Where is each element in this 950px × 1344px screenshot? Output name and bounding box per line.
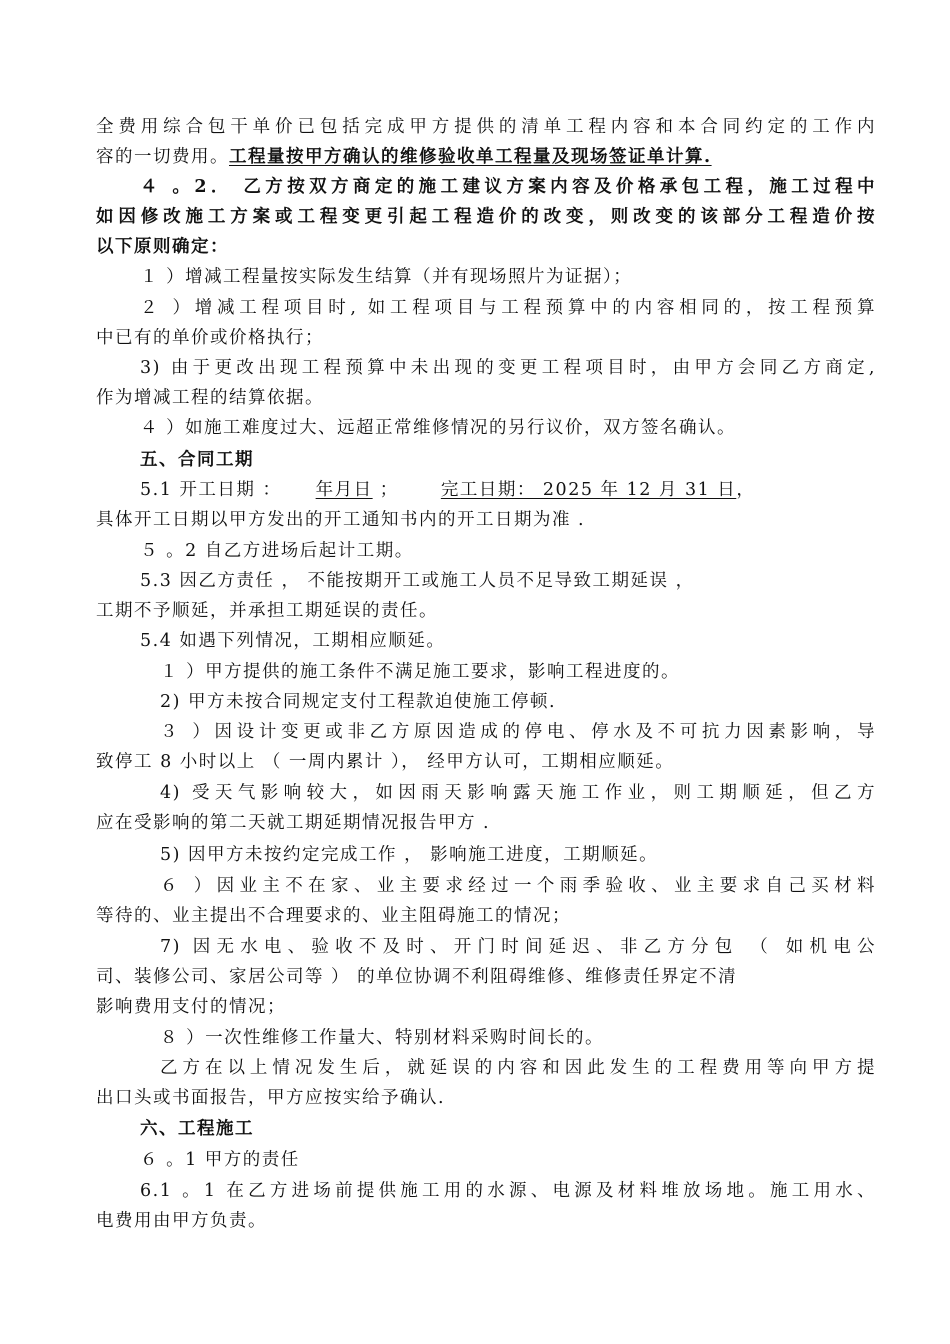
separator: ； (379, 480, 399, 500)
paragraph-line (96, 142, 876, 172)
bold-clause-line: ４ 。2． 乙方按双方商定的施工建议方案内容及价格承包工程，施工过程中 (140, 177, 876, 197)
list-item: 2) 甲方未按合同规定支付工程款迫使施工停顿. (160, 692, 557, 712)
list-item: ２ ）增减工程项目时, 如工程项目与工程预算中的内容相同的，按工程预算 (140, 298, 876, 318)
list-item: 3) 由于更改出现工程预算中未出现的变更工程项目时，由甲方会同乙方商定, (140, 358, 876, 378)
list-item: 7) 因无水电、验收不及时、开门时间延迟、非乙方分包 （ 如机电公 (160, 937, 876, 957)
list-item: ８ ）一次性维修工作量大、特别材料采购时间长的。 (160, 1028, 605, 1048)
paragraph-line: 出口头或书面报告，甲方应按实给予确认. (96, 1088, 446, 1108)
bold-clause-line: 以下原则确定： (96, 237, 229, 257)
list-item: ３ ）因设计变更或非乙方原因造成的停电、停水及不可抗力因素影响，导 (160, 722, 876, 742)
end-date: 完工日期： 2025 年 12 月 31 日 (440, 480, 737, 500)
paragraph-line: 工期不予顺延，并承担工期延误的责任。 (96, 601, 438, 621)
paragraph-line: 影响费用支付的情况； (96, 997, 286, 1017)
paragraph-line: 5.3 因乙方责任 ， 不能按期开工或施工人员不足导致工期延误 ， (140, 571, 695, 591)
paragraph-line: ６ 。1 甲方的责任 (140, 1150, 300, 1170)
text-span: 容的一切费用。 (96, 147, 229, 167)
paragraph-line: 乙方在以上情况发生后，就延误的内容和因此发生的工程费用等向甲方提 (160, 1058, 876, 1078)
bold-clause-line: 如因修改施工方案或工程变更引起工程造价的改变，则改变的该部分工程造价按 (96, 207, 876, 227)
date-line (140, 475, 876, 505)
list-item: １ ）增减工程量按实际发生结算（并有现场照片为证据）； (140, 267, 633, 287)
paragraph-line: 致停工 8 小时以上 （ 一周内累计 ）， 经甲方认可，工期相应顺延。 (96, 752, 675, 772)
list-item: 4) 受天气影响较大，如因雨天影响露天施工作业，则工期顺延，但乙方 (160, 783, 876, 803)
underlined-clause: 工程量按甲方确认的维修验收单工程量及现场签证单计算. (229, 147, 712, 167)
section-heading: 五、合同工期 (140, 450, 254, 470)
list-item: 5) 因甲方未按约定完成工作 ， 影响施工进度，工期顺延。 (160, 845, 659, 865)
paragraph-line: 电费用由甲方负责。 (96, 1211, 267, 1231)
paragraph-line: 应在受影响的第二天就工期延期情况报告甲方 . (96, 813, 491, 833)
list-item: １ ）甲方提供的施工条件不满足施工要求，影响工程进度的。 (160, 662, 681, 682)
section-heading: 六、工程施工 (140, 1119, 254, 1139)
paragraph-line: 司、装修公司、家居公司等 ） 的单位协调不利阻碍维修、维修责任界定不清 (96, 967, 738, 987)
paragraph-line: 等待的、业主提出不合理要求的、业主阻碍施工的情况； (96, 906, 571, 926)
paragraph-line: 6.1 。1 在乙方进场前提供施工用的水源、电源及材料堆放场地。施工用水、 (140, 1181, 876, 1201)
paragraph-line: 5.4 如遇下列情况，工期相应顺延。 (140, 631, 446, 651)
start-date-label: 5.1 开工日期 ： (140, 480, 282, 500)
start-date-blank: 年月日 (315, 480, 373, 500)
paragraph-line: 中已有的单价或价格执行； (96, 328, 324, 348)
paragraph-line: ５ 。2 自乙方进场后起计工期。 (140, 541, 414, 561)
paragraph-line: 作为增减工程的结算依据。 (96, 388, 324, 408)
list-item: ４ ）如施工难度过大、远超正常维修情况的另行议价，双方签名确认。 (140, 418, 737, 438)
paragraph-line: 具体开工日期以甲方发出的开工通知书内的开工日期为准 . (96, 510, 586, 530)
list-item: ６ ）因业主不在家、业主要求经过一个雨季验收、业主要求自己买材料 (160, 876, 876, 896)
separator: ， (736, 480, 756, 500)
paragraph-line: 全费用综合包干单价已包括完成甲方提供的清单工程内容和本合同约定的工作内 (96, 117, 876, 137)
